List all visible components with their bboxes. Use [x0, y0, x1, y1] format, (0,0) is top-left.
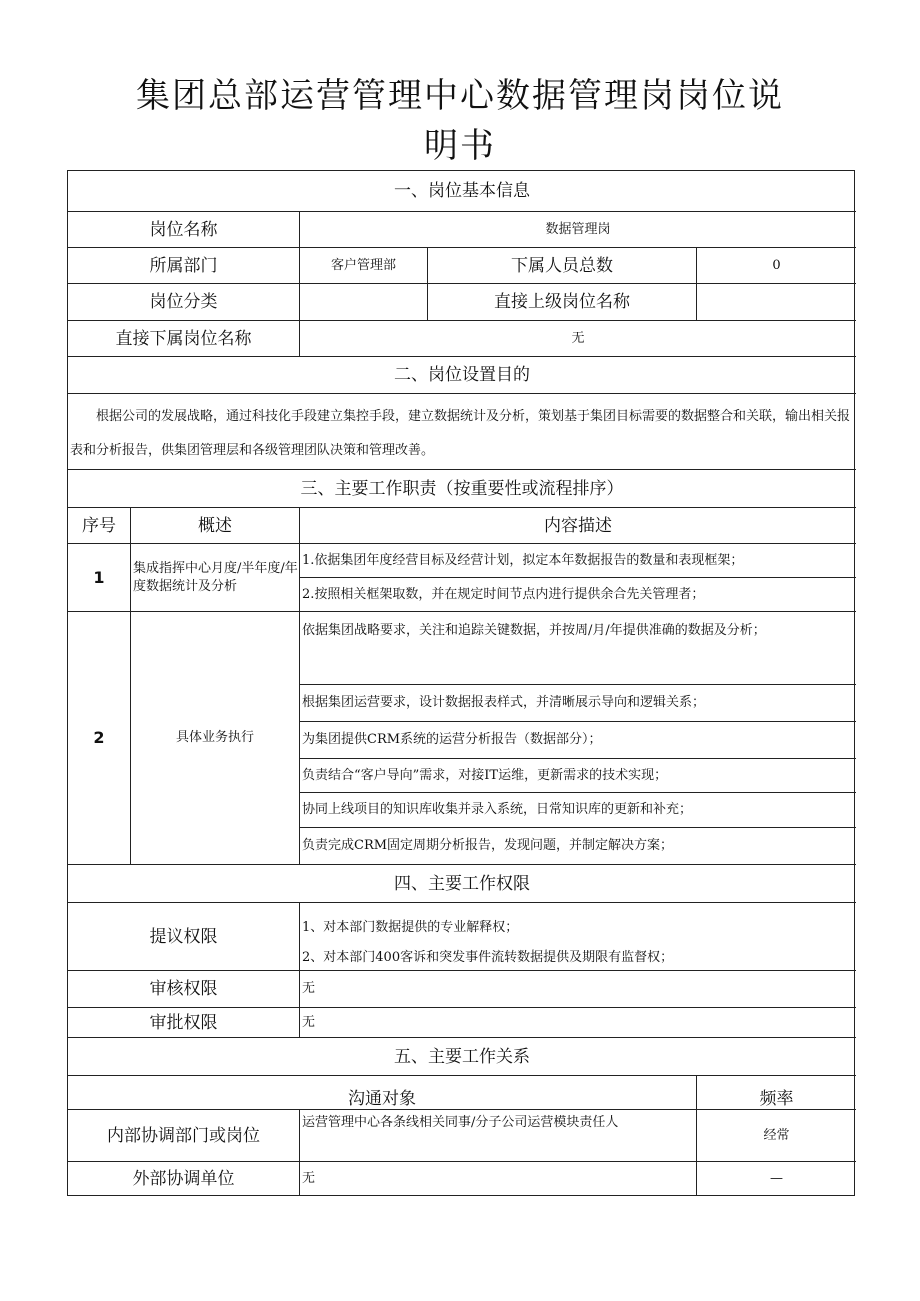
- duty-2-summary: 具体业务执行: [130, 611, 299, 864]
- duties-col-desc: 内容描述: [299, 507, 856, 543]
- proposal-item-2: 2、对本部门400客诉和突发事件流转数据提供及期限有监督权；: [302, 950, 674, 965]
- job-description-table: [67, 170, 855, 1196]
- subordinate-count-label: 下属人员总数: [427, 247, 696, 283]
- relations-col-target: 沟通对象: [348, 1089, 416, 1109]
- section-purpose-header: 二、岗位设置目的: [68, 356, 856, 393]
- duty-2-detail-3: 为集团提供CRM系统的运营分析报告（数据部分）；: [299, 721, 856, 758]
- purpose-text: 根据公司的发展战略，通过科技化手段建立集控手段，建立数据统计及分析，策划基于集团目标需要的数据整合和关联，输出相关报表和分析报告，供集团管理层和各级管理团队决策和管理改善。: [68, 393, 856, 469]
- proposal-label: 提议权限: [68, 902, 299, 970]
- subordinate-count-value: 0: [696, 247, 856, 283]
- external-label: 外部协调单位: [68, 1161, 299, 1196]
- relations-spacer: [68, 1075, 856, 1109]
- section-authority-header: 四、主要工作权限: [68, 864, 856, 902]
- section-relations-header: 五、主要工作关系: [68, 1037, 856, 1075]
- department-label: 所属部门: [68, 247, 299, 283]
- review-label: 审核权限: [68, 970, 299, 1007]
- category-label: 岗位分类: [68, 283, 299, 320]
- duty-1-detail-2: 2.按照相关框架取数，并在规定时间节点内进行提供余合先关管理者；: [299, 577, 856, 611]
- direct-sub-value: 无: [299, 320, 856, 356]
- duties-col-summary: 概述: [130, 507, 299, 543]
- internal-freq: 经常: [696, 1109, 856, 1161]
- duty-2-detail-5: 协同上线项目的知识库收集并录入系统，日常知识库的更新和补充；: [299, 792, 856, 827]
- internal-label: 内部协调部门或岗位: [68, 1109, 299, 1161]
- internal-value: 运营管理中心各条线相关同事/分子公司运营模块责任人: [299, 1109, 696, 1161]
- duty-2-detail-6: 负责完成CRM固定周期分析报告，发现问题，并制定解决方案；: [299, 827, 856, 864]
- department-value: 客户管理部: [299, 247, 427, 283]
- external-freq: —: [696, 1161, 856, 1196]
- section-duties-header: 三、主要工作职责（按重要性或流程排序）: [68, 469, 856, 507]
- position-name-label: 岗位名称: [68, 211, 299, 247]
- duty-2-detail-1: 依据集团战略要求，关注和追踪关键数据，并按周/月/年提供准确的数据及分析；: [299, 611, 856, 684]
- position-name-value: 数据管理岗: [299, 211, 856, 247]
- superior-label: 直接上级岗位名称: [427, 283, 696, 320]
- duties-col-no: 序号: [68, 507, 130, 543]
- proposal-list: [299, 902, 856, 970]
- category-value: [299, 283, 427, 320]
- section-basic-header: 一、岗位基本信息: [394, 181, 530, 201]
- document-title-line2: 明书: [424, 126, 496, 166]
- direct-sub-label: 直接下属岗位名称: [68, 320, 299, 356]
- duty-2-number: 2: [68, 611, 130, 864]
- relations-col-freq: 频率: [696, 1076, 856, 1109]
- duty-1-number: 1: [68, 543, 130, 611]
- duty-1-detail-1: 1.依据集团年度经营目标及经营计划，拟定本年数据报告的数量和表现框架；: [299, 543, 856, 577]
- duty-2-detail-2: 根据集团运营要求，设计数据报表样式，并清晰展示导向和逻辑关系；: [299, 684, 856, 721]
- approval-label: 审批权限: [68, 1007, 299, 1037]
- duty-1-summary: 集成指挥中心月度/半年度/年度数据统计及分析: [130, 543, 299, 611]
- approval-value: 无: [299, 1007, 856, 1037]
- superior-value: [696, 283, 856, 320]
- document-title-line1: 集团总部运营管理中心数据管理岗岗位说: [136, 76, 784, 116]
- review-value: 无: [299, 970, 856, 1007]
- proposal-item-1: 1、对本部门数据提供的专业解释权；: [302, 920, 519, 935]
- external-value: 无: [299, 1161, 696, 1196]
- duty-2-detail-4: 负责结合“客户导向”需求，对接IT运维，更新需求的技术实现；: [299, 758, 856, 792]
